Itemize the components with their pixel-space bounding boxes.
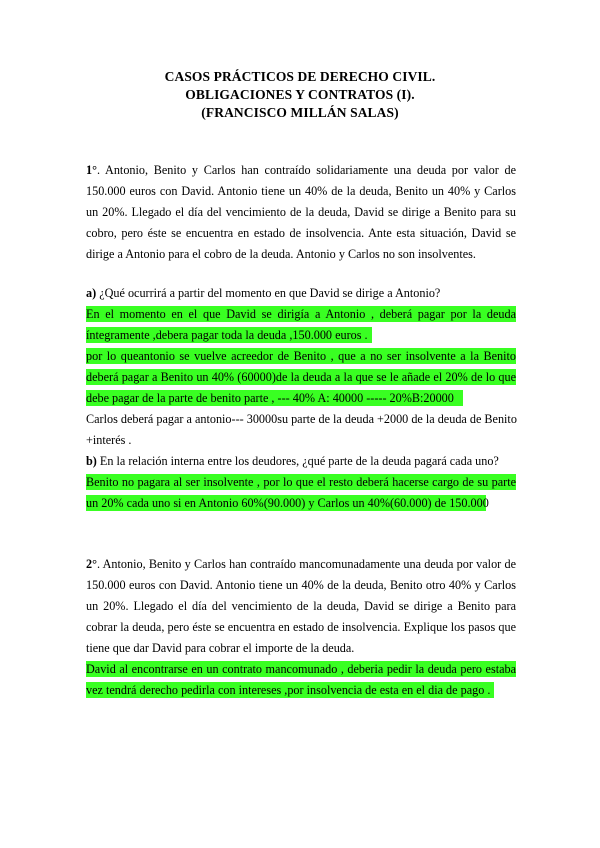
- case2-answer-line-1: David al encontrarse en un contrato mancomunado , deberia pedir la deuda pero estaba: [86, 662, 516, 676]
- answer-a-line-6: Carlos deberá pagar a antonio--- 30000su parte de la deuda +2000 de la deuda de Benito: [86, 412, 517, 426]
- case2-line-1: 2°. Antonio, Benito y Carlos han contraído mancomunadamente una deuda por valor de: [86, 557, 516, 571]
- case1-number: 1°: [86, 163, 97, 177]
- question-a: a) ¿Qué ocurrirá a partir del momento en que David se dirige a Antonio?: [86, 286, 441, 300]
- title-line-1: CASOS PRÁCTICOS DE DERECHO CIVIL.: [164, 69, 436, 84]
- answer-b-line-1: Benito no pagara al ser insolvente , por lo que el resto deberá hacerse cargo de su parte: [86, 475, 516, 489]
- case2-answer-line-2: vez tendrá derecho pedirla con intereses ,por insolvencia de esta en el dia de pago .: [86, 682, 494, 698]
- answer-a-line-7: +interés .: [86, 433, 132, 447]
- case1-line-1: 1°. Antonio, Benito y Carlos han contraído solidariamente una deuda por valor de: [86, 163, 516, 177]
- answer-a-line-2: íntegramente ,debera pagar toda la deuda ,150.000 euros .: [86, 327, 372, 343]
- question-b-marker: b): [86, 454, 97, 468]
- case2-line-3: un 20%. Llegado el día del vencimiento de la deuda, David se dirige a Benito para: [86, 599, 516, 613]
- answer-a-line-3: por lo queantonio se vuelve acreedor de Benito , que a no ser insolvente a la Benito: [86, 349, 516, 363]
- case1-line-4: cobro, pero éste se encuentra en estado de insolvencia. Ante esta situación, David se: [86, 226, 516, 240]
- case2-number: 2°: [86, 557, 97, 571]
- title-line-3: (FRANCISCO MILLÁN SALAS): [201, 105, 399, 120]
- case1-line-5: dirige a Antonio para el cobro de la deuda. Antonio y Carlos no son insolventes.: [86, 247, 476, 261]
- answer-b-line-2: un 20% cada uno si en Antonio 60%(90.000) y Carlos un 40%(60.000) de 150.000: [86, 496, 489, 510]
- case2-line-4: cobrar la deuda, pero éste se encuentra en estado de insolvencia. Explique los pasos que: [86, 620, 516, 634]
- question-b: b) En la relación interna entre los deudores, ¿qué parte de la deuda pagará cada uno?: [86, 454, 499, 468]
- case1-line-3: un 20%. Llegado el día del vencimiento de la deuda, David se dirige a Benito para su: [86, 205, 516, 219]
- answer-a-line-4: deberá pagar a Benito un 40% (60000)de la deuda a la que se le añade el 20% de lo que: [86, 370, 516, 384]
- answer-a-line-1: En el momento en el que David se dirigía a Antonio , deberá pagar por la deuda: [86, 307, 516, 321]
- question-a-marker: a): [86, 286, 97, 300]
- answer-a-line-5: debe pagar de la parte de benito parte , --- 40% A: 40000 ----- 20%B:20000: [86, 390, 463, 406]
- case1-line-2: 150.000 euros con David. Antonio tiene un 40% de la deuda, Benito un 40% y Carlos: [86, 184, 516, 198]
- case2-line-2: 150.000 euros con David. Antonio tiene un 40% de la deuda, Benito otro 40% y Carlos: [86, 578, 516, 592]
- case2-line-5: tiene que dar David para cobrar el importe de la deuda.: [86, 641, 355, 655]
- title-line-2: OBLIGACIONES Y CONTRATOS (I).: [185, 87, 415, 102]
